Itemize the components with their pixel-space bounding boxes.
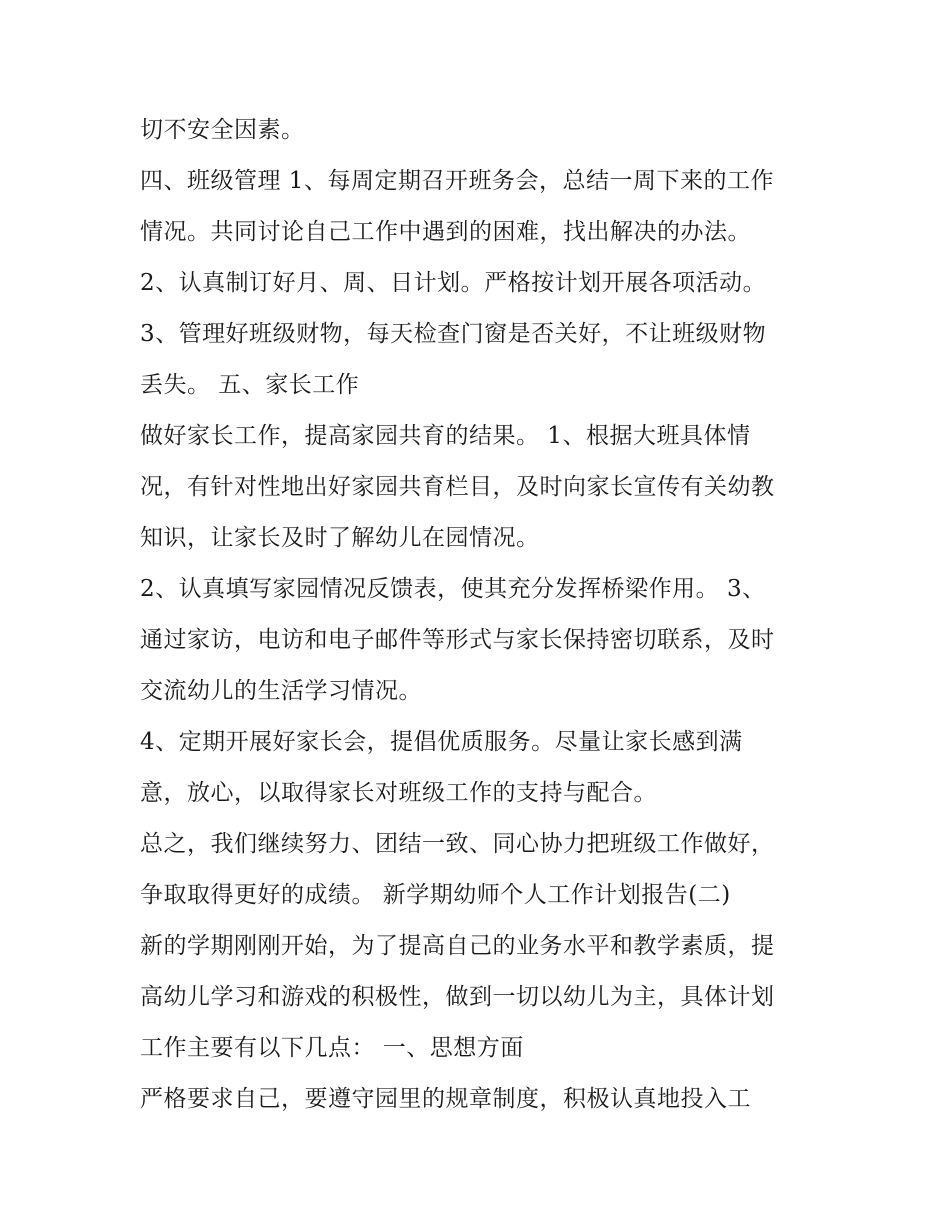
text-line: 4、定期开展好家长会，提倡优质服务。尽量让家长感到满 [140,729,743,755]
text-line: 新的学期刚刚开始，为了提高自己的业务水平和教学素质，提 [140,933,775,959]
document-body [140,110,830,1130]
text-line: 意，放心，以取得家长对班级工作的支持与配合。 [140,780,657,806]
text-line: 四、班级管理 1、每周定期召开班务会，总结一周下来的工作 [140,168,774,194]
text-line: 严格要求自己，要遵守园里的规章制度，积极认真地投入工 [140,1086,751,1112]
text-line: 交流幼儿的生活学习情况。 [140,678,422,704]
text-line: 总之，我们继续努力、团结一致、同心协力把班级工作做好， [140,831,775,857]
text-line: 高幼儿学习和游戏的积极性，做到一切以幼儿为主，具体计划 [140,984,775,1010]
text-line: 丢失。 五、家长工作 [140,372,360,398]
text-line: 情况。共同讨论自己工作中遇到的困难，找出解决的办法。 [140,219,751,245]
text-line: 2、认真填写家园情况反馈表，使其充分发挥桥梁作用。 3、 [140,576,766,602]
text-line: 况，有针对性地出好家园共育栏目，及时向家长宣传有关幼教 [140,474,775,500]
text-line: 3、管理好班级财物，每天检查门窗是否关好，不让班级财物 [140,321,767,347]
text-line: 知识，让家长及时了解幼儿在园情况。 [140,525,540,551]
text-line: 2、认真制订好月、周、日计划。严格按计划开展各项活动。 [140,270,767,296]
text-line: 切不安全因素。 [140,117,305,143]
text-line: 通过家访，电访和电子邮件等形式与家长保持密切联系，及时 [140,627,775,653]
text-line: 做好家长工作，提高家园共育的结果。 1、根据大班具体情 [140,423,751,449]
text-line: 争取取得更好的成绩。 新学期幼师个人工作计划报告(二) [140,882,731,908]
text-line: 工作主要有以下几点： 一、思想方面 [140,1035,524,1061]
